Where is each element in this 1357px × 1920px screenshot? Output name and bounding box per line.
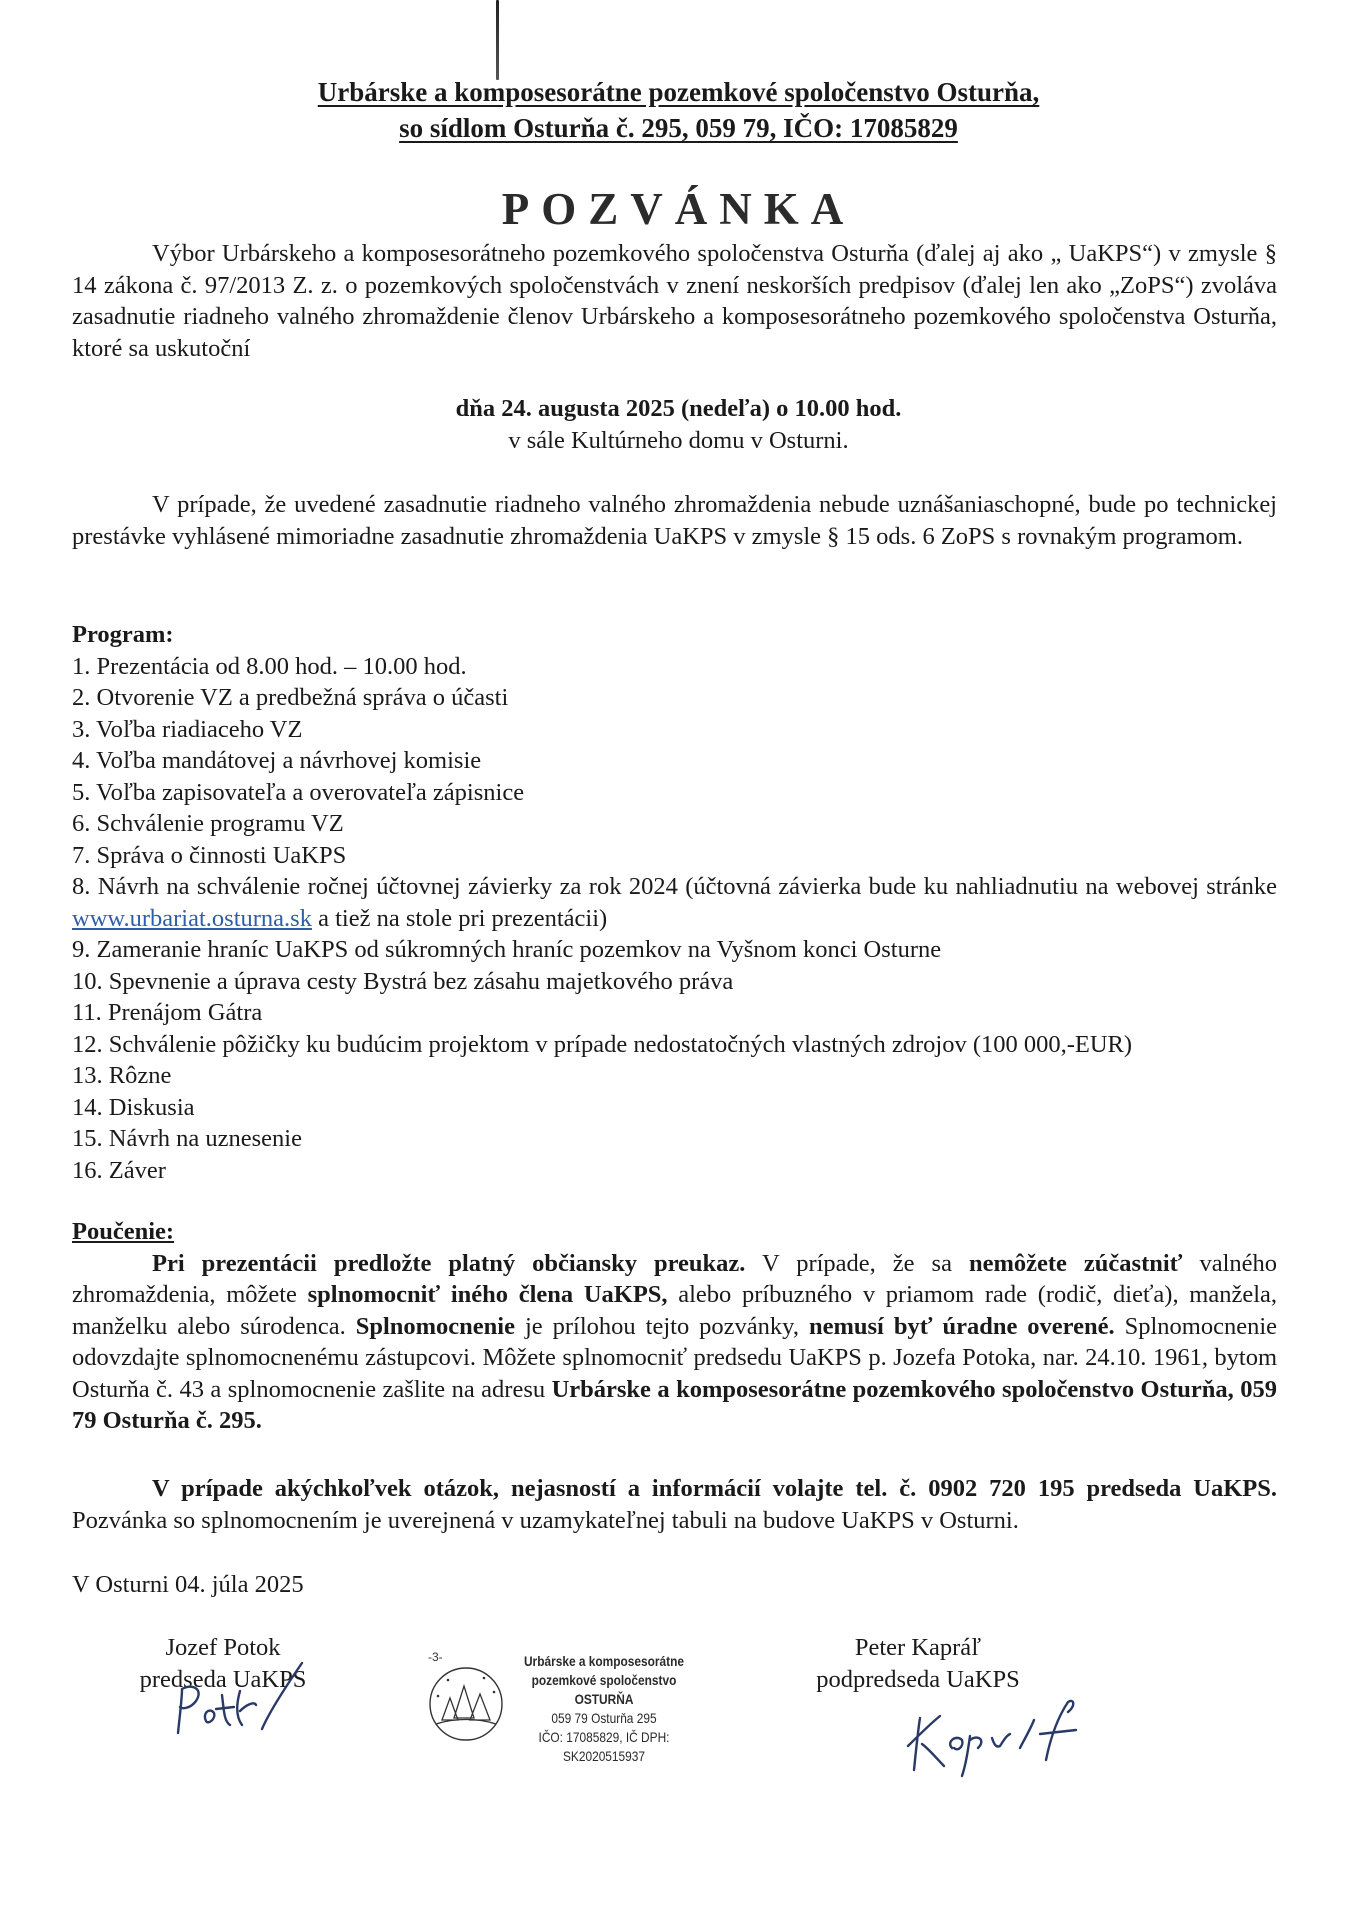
program-item: 6. Schválenie programu VZ [72, 810, 344, 837]
notice-text: nemusí byť úradne overené. [808, 1312, 1115, 1340]
stamp-emblem-icon [424, 1658, 514, 1748]
signature-left-name: Jozef Potok [165, 1634, 281, 1661]
notice-text: je prílohou tejto pozvánky, [514, 1312, 809, 1340]
stamp-line-4: IČO: 17085829, IČ DPH: SK2020515937 [538, 1729, 670, 1764]
notice-text: valného zhromaždenia, môžete [72, 1249, 1277, 1308]
stamp-line-2: pozemkové spoločenstvo OSTURŇA [531, 1672, 677, 1707]
scan-mark [496, 0, 499, 80]
program-item: 12. Schválenie pôžičky ku budúcim projektom v prípade nedostatočných vlastných zdrojov (100 000,-EUR) [72, 1030, 1133, 1058]
program-item: 9. Zameranie hraníc UaKPS od súkromných hraníc pozemkov na Vyšnom konci Osturne [72, 936, 942, 963]
meeting-date: dňa 24. augusta 2025 (nedeľa) o 10.00 hod. [455, 395, 902, 422]
place-date: V Osturni 04. júla 2025 [72, 1571, 304, 1598]
notice-text: nemôžete zúčastniť [968, 1249, 1183, 1277]
stamp-line-1: Urbárske a komposesorátne [523, 1653, 685, 1669]
program-item: 4. Voľba mandátovej a návrhovej komisie [72, 747, 482, 774]
header-line-2: so sídlom Osturňa č. 295, 059 79, IČO: 17085829 [399, 113, 958, 143]
signature-left-role: predseda UaKPS [139, 1665, 307, 1693]
notice-section [72, 1216, 1277, 1437]
document-header [0, 74, 1357, 146]
website-link[interactable]: www.urbariat.osturna.sk [72, 904, 312, 932]
program-item: 3. Voľba riadiaceho VZ [72, 715, 303, 743]
program-item: 1. Prezentácia od 8.00 hod. – 10.00 hod. [72, 652, 467, 680]
program-item-8 [72, 871, 1277, 934]
contact-paragraph [72, 1473, 1277, 1536]
program-item: 7. Správa o činnosti UaKPS [72, 841, 347, 869]
program-item: 15. Návrh na uznesenie [72, 1125, 302, 1152]
stamp-line-3: 059 79 Osturňa 295 [551, 1710, 657, 1726]
document-title: POZVÁNKA [501, 184, 856, 234]
program-item: 5. Voľba zapisovateľa a overovateľa zápisnice [72, 778, 525, 806]
stamp-text [502, 1652, 706, 1766]
meeting-info [0, 393, 1357, 456]
notice-text: Urbárske a komposesorátne pozemkového spoločenstvo Osturňa, 059 79 Osturňa č. 295. [72, 1375, 1277, 1434]
notice-text: splnomocniť iného člena UaKPS, [307, 1281, 668, 1308]
header-line-1: Urbárske a komposesorátne pozemkové spoločenstvo Osturňa, [317, 77, 1040, 107]
contact-text: Pozvánka so splnomocnením je uverejnená v uzamykateľnej tabuli na budove UaKPS v Osturni. [72, 1506, 1019, 1534]
notice-text: Splnomocnenie odovzdajte splnomocnenému zástupcovi. Môžete splnomocniť predsedu UaKPS p. Jozefa Potoka, nar. 24.10. 1961, bytom Osturňa č. 43 a splnomocnenie zašlite na adresu [72, 1312, 1278, 1403]
notice-heading: Poučenie: [72, 1218, 175, 1245]
stamp-number: -3- [428, 1650, 443, 1664]
program-item: 14. Diskusia [72, 1093, 195, 1121]
program-item: 2. Otvorenie VZ a predbežná správa o účasti [72, 684, 509, 711]
program-item: 13. Rôzne [72, 1062, 172, 1089]
program-item: 10. Spevnenie a úprava cesty Bystrá bez zásahu majetkového práva [72, 967, 734, 995]
program-heading: Program: [72, 621, 174, 648]
program-item-8-text-end: a tiež na stole pri prezentácii) [311, 904, 608, 932]
fallback-paragraph: V prípade, že uvedené zasadnutie riadneho valného zhromaždenia nebude uznášaniaschopné, bude po technickej prestávke vyhlásené mimoriadne zasadnutie zhromaždenia UaKPS v zmysle § 15 ods. 6 ZoPS s rovnakým programom. [72, 491, 1277, 550]
program-list [72, 651, 1277, 1187]
notice-text: Pri prezentácii predložte platný občiansky preukaz. [152, 1249, 746, 1277]
program-item-8-text: 8. Návrh na schválenie ročnej účtovnej závierky za rok 2024 (účtovná závierka bude ku nahliadnutiu na webovej stránke [72, 873, 1277, 900]
intro-paragraph: Výbor Urbárskeho a komposesorátneho pozemkového spoločenstva Osturňa (ďalej aj ako „ UaKPS“) v zmysle § 14 zákona č. 97/2013 Z. z. o pozemkových spoločenstvách v znení neskorších predpisov (ďalej len ako „ZoPS“) zvoláva zasadnutie riadneho valného zhromaždenie členov Urbárskeho a komposesorátneho pozemkového spoločenstva Osturňa, ktoré sa uskutoční [72, 240, 1277, 362]
meeting-place: v sále Kultúrneho domu v Osturni. [508, 426, 849, 454]
signature-right-name: Peter Kapráľ [854, 1634, 982, 1661]
company-stamp [424, 1648, 744, 1768]
signature-right-role: podpredseda UaKPS [816, 1665, 1020, 1693]
notice-text: alebo príbuzného v priamom rade (rodič, dieťa), manžela, manželku alebo súrodenca. [72, 1281, 1277, 1340]
signature-right-handwriting [900, 1690, 1100, 1780]
notice-paragraph [72, 1248, 1277, 1437]
notice-text: V prípade, že sa [745, 1249, 969, 1277]
program-item: 16. Záver [72, 1156, 166, 1184]
contact-bold: V prípade akýchkoľvek otázok, nejasností a informácií volajte tel. č. 0902 720 195 predseda UaKPS. [152, 1475, 1277, 1502]
signature-right [793, 1632, 1043, 1695]
signature-left-handwriting [170, 1655, 330, 1755]
program-item: 11. Prenájom Gátra [72, 999, 263, 1026]
program-section [72, 619, 1277, 1186]
notice-text: Splnomocnenie [355, 1312, 515, 1340]
